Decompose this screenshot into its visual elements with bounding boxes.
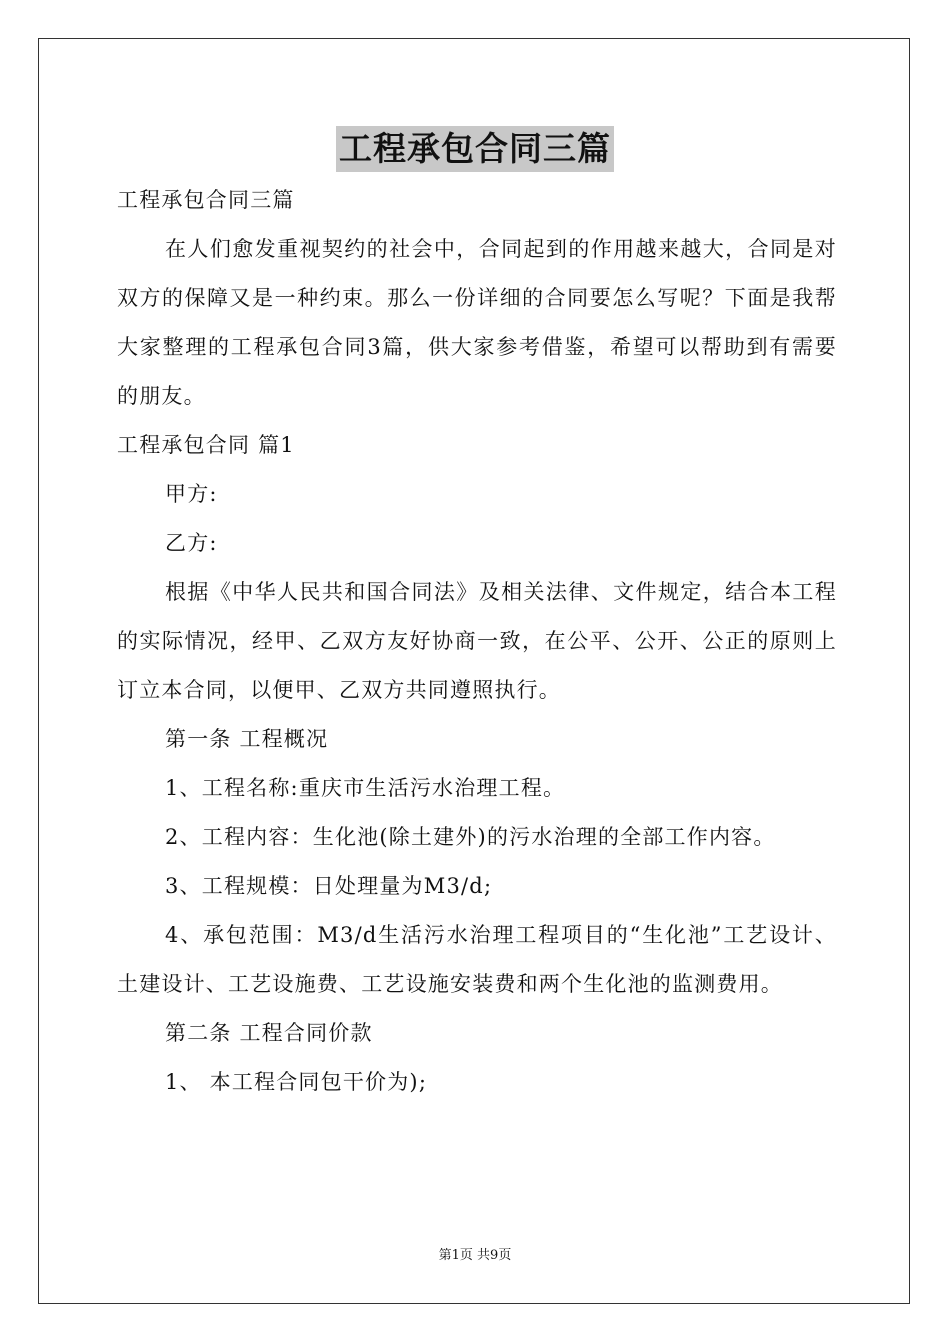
paragraph: 工程承包合同三篇 (117, 188, 295, 212)
list-item: 1、工程名称:重庆市生活污水治理工程。 (165, 776, 566, 800)
document-body (117, 176, 837, 1107)
section-heading: 工程承包合同 篇1 (117, 433, 295, 457)
list-item: 4、承包范围：M3/d生活污水治理工程项目的“生化池”工艺设计、土建设计、工艺设施费、工艺设施安装费和两个生化池的监测费用。 (117, 923, 837, 996)
list-item: 1、 本工程合同包干价为); (165, 1070, 428, 1094)
list-item: 3、工程规模：日处理量为M3/d; (165, 874, 493, 898)
paragraph: 根据《中华人民共和国合同法》及相关法律、文件规定，结合本工程的实际情况，经甲、乙双方友好协商一致，在公平、公开、公正的原则上订立本合同，以便甲、乙双方共同遵照执行。 (117, 580, 837, 702)
party-b-line: 乙方: (165, 531, 218, 555)
list-item: 2、工程内容：生化池(除土建外)的污水治理的全部工作内容。 (165, 825, 776, 849)
article-heading: 第二条 工程合同价款 (165, 1021, 373, 1045)
document-title: 工程承包合同三篇 (336, 126, 614, 172)
paragraph: 在人们愈发重视契约的社会中，合同起到的作用越来越大，合同是对双方的保障又是一种约束。那么一份详细的合同要怎么写呢？下面是我帮大家整理的工程承包合同3篇，供大家参考借鉴，希望可以帮助到有需要的朋友。 (117, 237, 837, 408)
page-footer: 第1页 共9页 (438, 1248, 512, 1263)
title-container (0, 126, 950, 172)
party-a-line: 甲方: (165, 482, 218, 506)
article-heading: 第一条 工程概况 (165, 727, 329, 751)
